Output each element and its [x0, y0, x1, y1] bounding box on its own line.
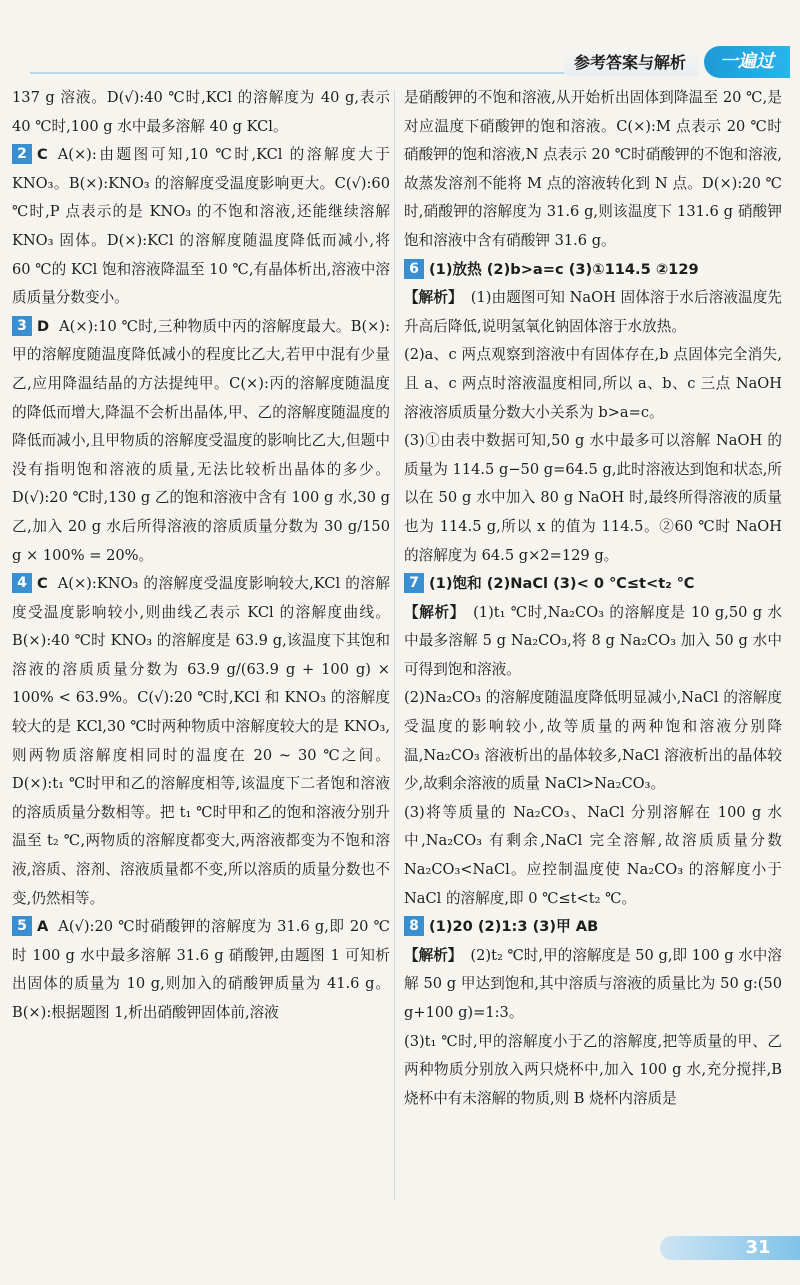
answer-key: (1)饱和 (2)NaCl (3)< 0 ℃≤t<t₂ ℃: [429, 575, 695, 593]
question-number-badge: 3: [12, 316, 32, 336]
paragraph: [404, 684, 782, 798]
paragraph-text: (2)Na₂CO₃ 的溶解度随温度降低明显减小,NaCl 的溶解度受温度的影响较小,故等质量的两种饱和溶液分别降温,Na₂CO₃ 溶液析出的晶体较多,NaCl 溶液析出的晶体较少,故剩余溶液的质量 NaCl>Na₂CO₃。: [404, 689, 782, 793]
answer-key: (1)20 (2)1:3 (3)甲 AB: [429, 918, 599, 936]
paragraph-text: (3)t₁ ℃时,甲的溶解度小于乙的溶解度,把等质量的甲、乙两种物质分别放入两只烧杯中,加入 100 g 水,充分搅拌,B 烧杯中有未溶解的物质,则 B 烧杯内溶质是: [404, 1032, 782, 1107]
paragraph: [404, 284, 782, 341]
paragraph: [404, 942, 782, 1028]
page-number: 31: [745, 1237, 771, 1258]
paragraph: [404, 341, 782, 427]
footer-tab: [660, 1236, 800, 1260]
paragraph: [404, 799, 782, 913]
left-column: [12, 84, 390, 1028]
explanation-text: (2)t₂ ℃时,甲的溶解度是 50 g,即 100 g 水中溶解 50 g 甲达到饱和,其中溶质与溶液的质量比为 50 g:(50 g+100 g)=1:3。: [404, 946, 782, 1021]
analysis-label: 【解析】: [404, 603, 466, 621]
answer-key: C: [37, 575, 48, 593]
paragraph: [12, 141, 390, 313]
paragraph: [12, 84, 390, 141]
right-column: [404, 84, 782, 1113]
analysis-label: 【解析】: [404, 289, 463, 307]
answer-key: C: [37, 146, 48, 164]
paragraph: [12, 913, 390, 1027]
paragraph: [404, 570, 782, 599]
page-header: [0, 0, 800, 80]
explanation-text: A(×):由题图可知,10 ℃时,KCl 的溶解度大于 KNO₃。B(×):KNO₃ 的溶解度受温度影响更大。C(√):60 ℃时,P 点表示的是 KNO₃ 的不饱和溶液,还能继续溶解 KNO₃ 固体。D(×):KCl 的溶解度随温度降低而减小,将 60 ℃的 KCl 饱和溶液降温至 10 ℃,有晶体析出,溶液中溶质质量分数变小。: [12, 146, 390, 307]
paragraph: [404, 427, 782, 570]
paragraph-text: (3)①由表中数据可知,50 g 水中最多可以溶解 NaOH 的质量为 114.5 g−50 g=64.5 g,此时溶液达到饱和状态,所以在 50 g 水中加入 80 g NaOH 时,最终所得溶液的质量也为 114.5 g,所以 x 的值为 114.5。②60 ℃时 NaOH 的溶解度为 64.5 g×2=129 g。: [404, 432, 782, 564]
question-number-badge: 6: [404, 259, 424, 279]
answer-key: A: [37, 918, 49, 936]
paragraph: [404, 913, 782, 942]
explanation-text: (1)t₁ ℃时,Na₂CO₃ 的溶解度是 10 g,50 g 水中最多溶解 5 g Na₂CO₃,将 8 g Na₂CO₃ 加入 50 g 水中可得到饱和溶液。: [404, 603, 782, 678]
explanation-text: (1)由题图可知 NaOH 固体溶于水后溶液温度先升高后降低,说明氢氧化钠固体溶于水放热。: [404, 289, 782, 335]
question-number-badge: 2: [12, 144, 32, 164]
question-number-badge: 7: [404, 573, 424, 593]
explanation-text: A(×):10 ℃时,三种物质中丙的溶解度最大。B(×):甲的溶解度随温度降低减小的程度比乙大,若甲中混有少量乙,应用降温结晶的方法提纯甲。C(×):丙的溶解度随温度的降低而增大,降温不会析出晶体,甲、乙的溶解度随温度的降低而减小,且甲物质的溶解度受温度的影响比乙大,但题中没有指明饱和溶液的质量,无法比较析出晶体的多少。D(√):20 ℃时,130 g 乙的饱和溶液中含有 100 g 水,30 g 乙,加入 20 g 水后所得溶液的溶质质量分数为 30 g/150 g × 100% = 20%。: [12, 317, 390, 564]
header-rule: [30, 72, 590, 74]
paragraph-text: 是硝酸钾的不饱和溶液,从开始析出固体到降温至 20 ℃,是对应温度下硝酸钾的饱和溶液。C(×):M 点表示 20 ℃时硝酸钾的饱和溶液,N 点表示 20 ℃时硝酸钾的不饱和溶液,故蒸发溶剂不能将 M 点的溶液转化到 N 点。D(×):20 ℃时,硝酸钾的溶解度为 31.6 g,则该温度下 131.6 g 硝酸钾饱和溶液中含有硝酸钾 31.6 g。: [404, 89, 782, 249]
paragraph-text: (3)将等质量的 Na₂CO₃、NaCl 分别溶解在 100 g 水中,Na₂CO₃ 有剩余,NaCl 完全溶解,故溶质质量分数 Na₂CO₃<NaCl。应控制温度使 Na₂CO₃ 的溶解度小于 NaCl 的溶解度,即 0 ℃≤t<t₂ ℃。: [404, 803, 782, 907]
paragraph-text: (2)a、c 两点观察到溶液中有固体存在,b 点固体完全消失,且 a、c 两点时溶液温度相同,所以 a、b、c 三点 NaOH 溶液溶质质量分数大小关系为 b>a=c。: [404, 346, 782, 421]
header-title: 参考答案与解析: [564, 50, 698, 76]
question-number-badge: 8: [404, 916, 424, 936]
question-number-badge: 4: [12, 573, 32, 593]
paragraph: [404, 84, 782, 256]
paragraph: [404, 1028, 782, 1114]
paragraph-text: 137 g 溶液。D(√):40 ℃时,KCl 的溶解度为 40 g,表示 40 ℃时,100 g 水中最多溶解 40 g KCl。: [12, 89, 390, 135]
paragraph: [404, 599, 782, 685]
answer-key: (1)放热 (2)b>a=c (3)①114.5 ②129: [429, 260, 699, 278]
paragraph: [12, 570, 390, 913]
paragraph: [12, 313, 390, 570]
column-divider: [394, 90, 395, 1200]
question-number-badge: 5: [12, 916, 32, 936]
paragraph: [404, 256, 782, 285]
explanation-text: A(√):20 ℃时硝酸钾的溶解度为 31.6 g,即 20 ℃时 100 g 水中最多溶解 31.6 g 硝酸钾,由题图 1 可知析出固体的质量为 10 g,则加入的硝酸钾质量为 41.6 g。B(×):根据题图 1,析出硝酸钾固体前,溶液: [12, 918, 390, 1021]
answer-key: D: [37, 317, 50, 335]
explanation-text: A(×):KNO₃ 的溶解度受温度影响较大,KCl 的溶解度受温度影响较小,则曲线乙表示 KCl 的溶解度曲线。B(×):40 ℃时 KNO₃ 的溶解度是 63.9 g,该温度下其饱和溶液的溶质质量分数为 63.9 g/(63.9 g + 100 g) × 100% < 63.9%。C(√):20 ℃时,KCl 和 KNO₃ 的溶解度较大的是 KCl,30 ℃时两种物质中溶解度较大的是 KNO₃,则两物质溶解度相同时的温度在 20 ~ 30 ℃之间。D(×):t₁ ℃时甲和乙的溶解度相等,该温度下二者饱和溶液的溶质质量分数相等。把 t₁ ℃时甲和乙的饱和溶液分别升温至 t₂ ℃,两物质的溶解度都变大,两溶液都变为不饱和溶液,溶质、溶剂、溶液质量都不变,所以溶质的质量分数也不变,仍然相等。: [12, 575, 390, 907]
brand-logo: 一遍过: [704, 46, 790, 78]
analysis-label: 【解析】: [404, 946, 463, 964]
